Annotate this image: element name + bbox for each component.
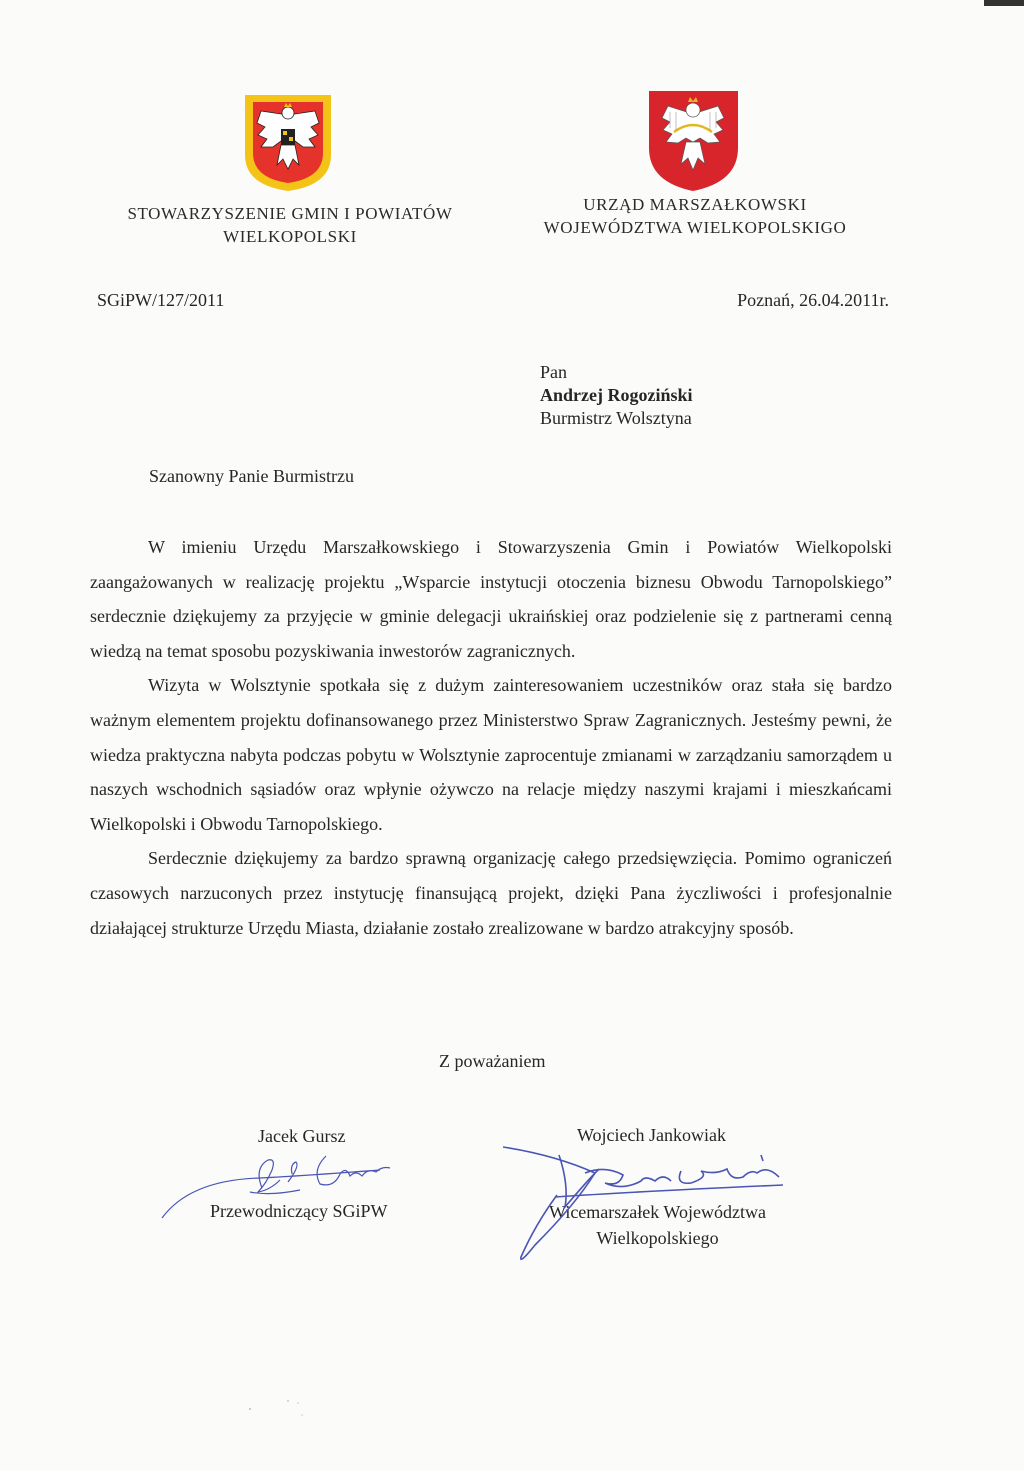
right-signatory-title-line1: Wicemarszałek Województwa xyxy=(549,1202,766,1222)
right-signatory-title-line2: Wielkopolskiego xyxy=(596,1228,719,1248)
left-organization-name xyxy=(80,202,500,248)
right-org-line1: URZĄD MARSZAŁKOWSKI xyxy=(583,195,807,214)
letter-date: Poznań, 26.04.2011r. xyxy=(737,290,889,310)
letter-body xyxy=(90,530,892,945)
right-organization-name xyxy=(505,193,885,239)
scan-specks xyxy=(240,1395,360,1425)
crest-eagle-yellow-border-icon xyxy=(243,93,333,193)
right-signatory-name: Wojciech Jankowiak xyxy=(577,1125,727,1145)
addressee-name: Andrzej Rogoziński xyxy=(540,385,693,405)
addressee-block xyxy=(540,361,693,430)
body-paragraph: Wizyta w Wolsztynie spotkała się z dużym zainteresowaniem uczestników oraz stała się bardzo ważnym elementem projektu dofinansowanego przez Ministerstwo Spraw Zagranicznych. Jesteśmy pewni, że wiedza praktyczna nabyta podczas pobytu w Wolsztynie zaprocentuje zmianami w zarządzaniu samorządem u naszych wschodnich sąsiadów oraz wpłynie ożywczo na relacje między naszymi krajami i mieszkańcami Wielkopolski i Obwodu Tarnopolskiego. xyxy=(90,675,892,834)
left-org-line1: STOWARZYSZENIE GMIN I POWIATÓW xyxy=(127,204,453,223)
addressee-title: Pan xyxy=(540,362,567,382)
crest-eagle-red-shield-icon xyxy=(646,88,741,194)
scan-edge-mark xyxy=(984,0,1024,6)
body-paragraph: Serdecznie dziękujemy za bardzo sprawną organizację całego przedsięwzięcia. Pomimo ograniczeń czasowych narzuconych przez instytucję finansującą projekt, dzięki Pana życzliwości i profesjonalnie działającej strukturze Urzędu Miasta, działanie zostało zrealizowane w bardzo atrakcyjny sposób. xyxy=(90,848,892,938)
body-paragraph: W imieniu Urzędu Marszałkowskiego i Stowarzyszenia Gmin i Powiatów Wielkopolski zaangażowanych w realizację projektu „Wsparcie instytucji otoczenia biznesu Obwodu Tarnopolskiego” serdecznie dziękujemy za przyjęcie w gminie delegacji ukraińskiej oraz podzielenie się z partnerami cenną wiedzą na temat sposobu pozyskiwania inwestorów zagranicznych. xyxy=(90,537,892,661)
addressee-position: Burmistrz Wolsztyna xyxy=(540,408,692,428)
right-signatory-title xyxy=(510,1199,805,1251)
left-org-line2: WIELKOPOLSKI xyxy=(223,227,357,246)
left-signatory-name: Jacek Gursz xyxy=(258,1126,346,1146)
left-signatory-title: Przewodniczący SGiPW xyxy=(210,1201,388,1221)
reference-number: SGiPW/127/2011 xyxy=(97,290,225,310)
closing-phrase: Z poważaniem xyxy=(439,1051,546,1071)
right-org-line2: WOJEWÓDZTWA WIELKOPOLSKIGO xyxy=(543,218,847,237)
salutation: Szanowny Panie Burmistrzu xyxy=(149,466,354,486)
